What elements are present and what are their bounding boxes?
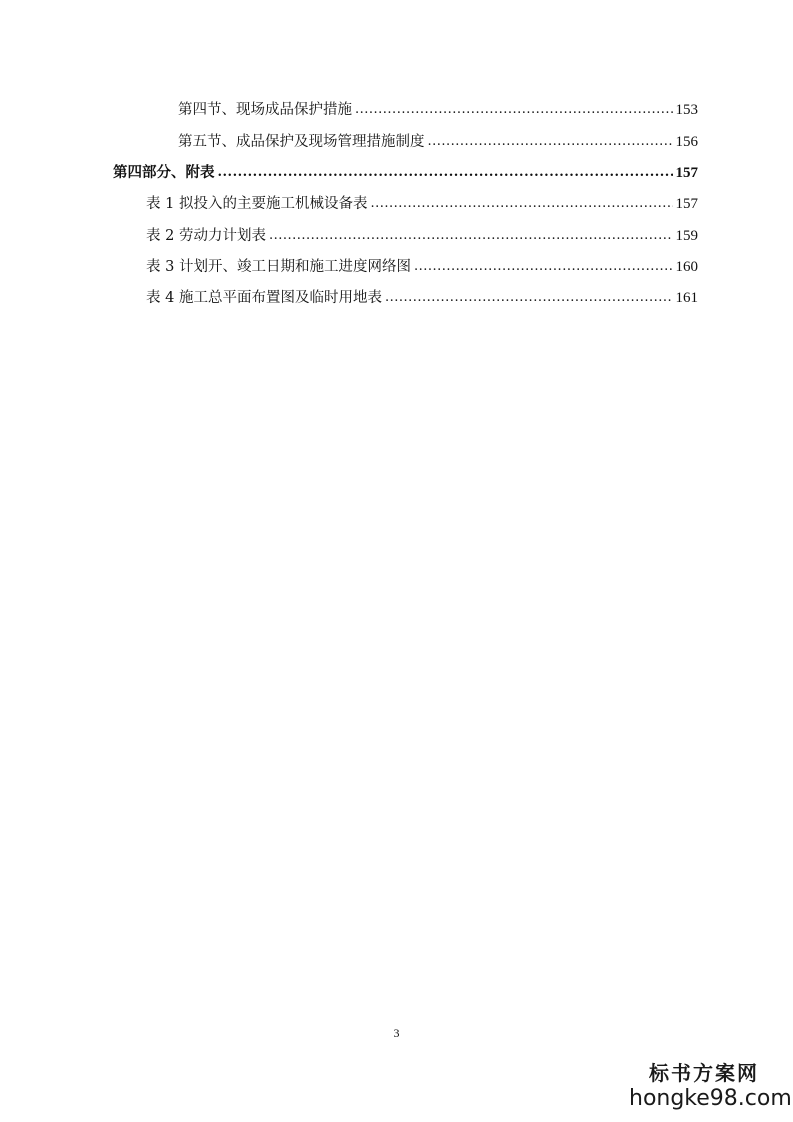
toc-entry-title: 表 1 拟投入的主要施工机械设备表 [146, 196, 368, 212]
toc-dot-leader [385, 285, 673, 310]
toc-entry[interactable] [146, 255, 698, 279]
toc-entry[interactable] [178, 98, 698, 122]
toc-entry-title: 第五节、成品保护及现场管理措施制度 [178, 134, 425, 150]
toc-entry[interactable] [146, 286, 698, 310]
toc-entry-page: 156 [675, 134, 698, 150]
toc-dot-leader [269, 223, 673, 248]
toc-entry[interactable] [178, 130, 698, 154]
toc-entry-page: 161 [675, 290, 698, 306]
toc-entry-title: 表 4 施工总平面布置图及临时用地表 [146, 290, 382, 306]
toc-dot-leader [428, 129, 673, 154]
watermark-en-text: hongke98.com [629, 1086, 792, 1111]
toc-dot-leader [370, 191, 672, 216]
toc-entry[interactable] [146, 192, 698, 216]
toc-entry-page: 157 [675, 165, 698, 181]
toc-dot-leader [414, 254, 673, 279]
watermark-logo [629, 1060, 792, 1112]
toc-entry-section[interactable] [113, 161, 698, 185]
toc-entry-page: 153 [675, 102, 698, 118]
toc-dot-leader [218, 160, 673, 185]
toc-entry[interactable] [146, 224, 698, 248]
toc-entry-page: 157 [675, 196, 698, 212]
toc-entry-title: 第四节、现场成品保护措施 [178, 102, 352, 118]
toc-entry-title: 第四部分、附表 [113, 164, 215, 181]
toc-entry-title: 表 2 劳动力计划表 [146, 228, 266, 244]
toc-entry-page: 160 [675, 259, 698, 275]
toc-entry-title: 表 3 计划开、竣工日期和施工进度网络图 [146, 259, 411, 275]
toc-dot-leader [355, 97, 673, 122]
watermark-cn-text: 标书方案网 [649, 1061, 759, 1085]
page-number: 3 [393, 1026, 400, 1040]
toc-entry-page: 159 [675, 228, 698, 244]
